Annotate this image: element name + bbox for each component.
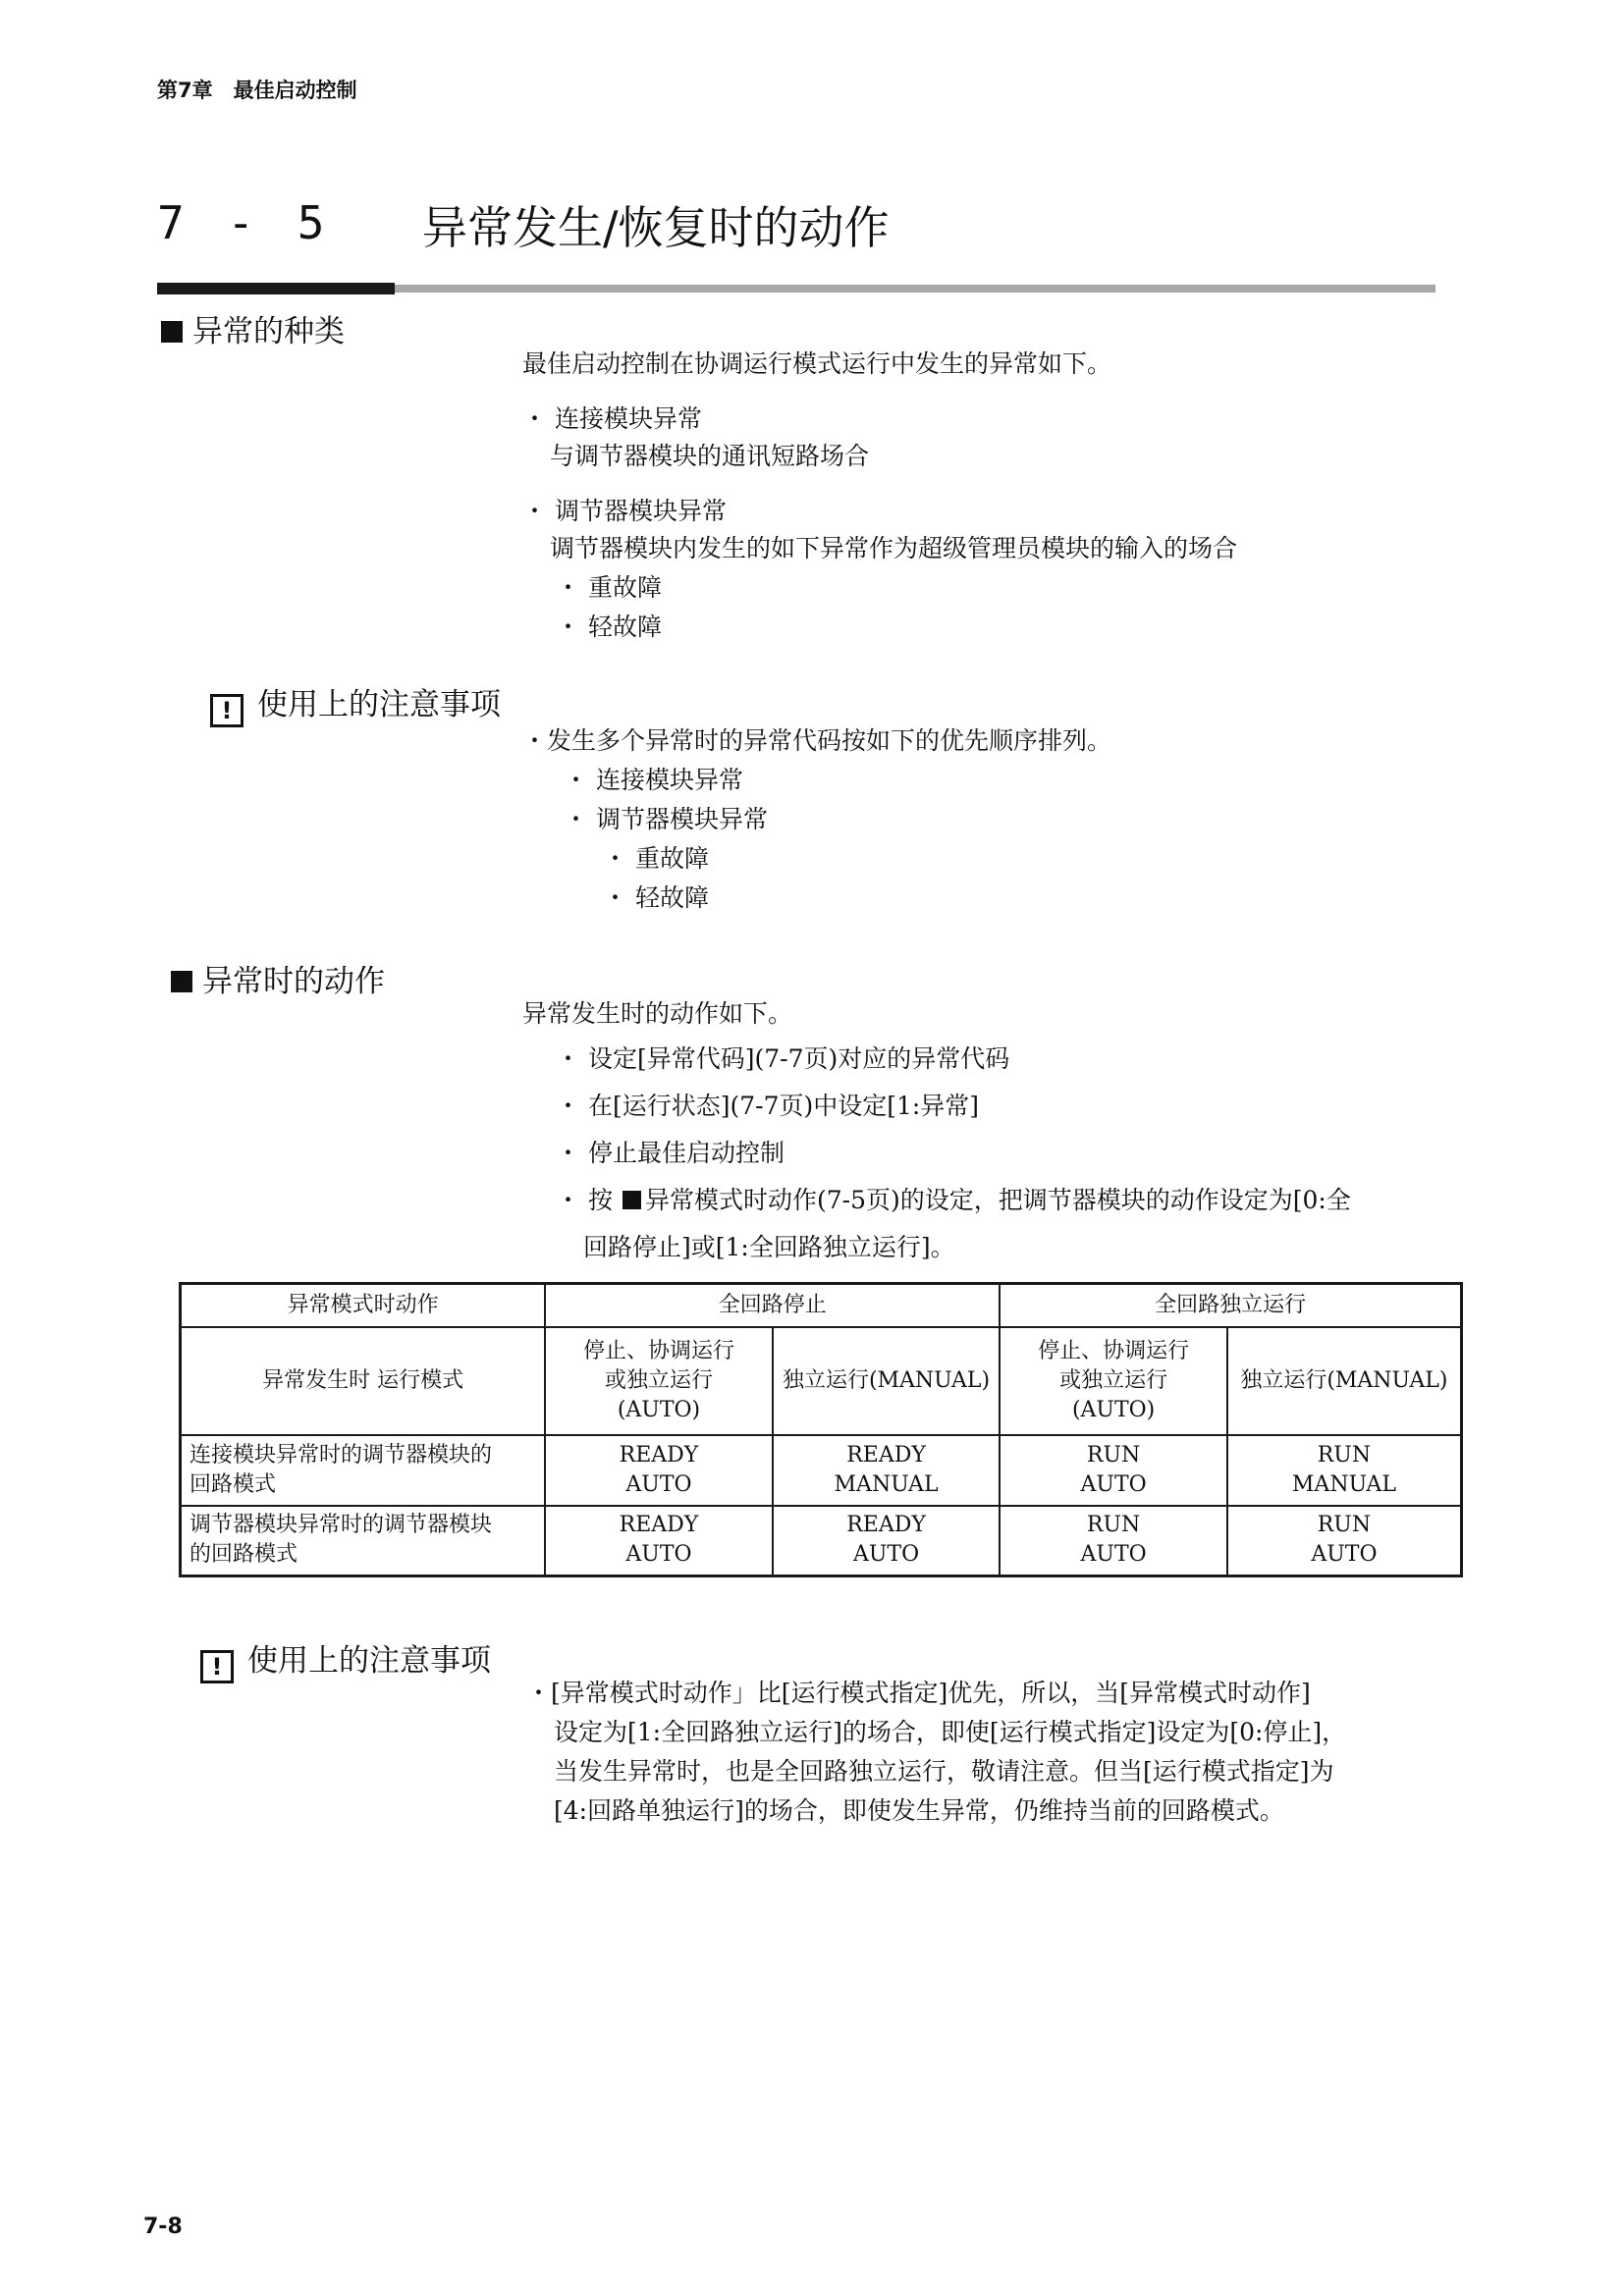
table-cell: READY AUTO bbox=[773, 1506, 1001, 1576]
error-mode-table bbox=[179, 1282, 1463, 1577]
table-header-cell: 停止、协调运行 或独立运行 (AUTO) bbox=[1000, 1327, 1226, 1435]
sub-list-item: ・ 轻故障 bbox=[556, 613, 662, 641]
note-line: ・[异常模式时动作」比[运行模式指定]优先，所以，当[异常模式时动作] bbox=[526, 1679, 1311, 1707]
square-bullet-icon bbox=[161, 321, 183, 343]
caution-icon: ! bbox=[210, 694, 244, 727]
table-header-cell: 全回路停止 bbox=[545, 1284, 1000, 1327]
list-item-title: 调节器模块异常 bbox=[554, 497, 727, 525]
note-line: 当发生异常时，也是全回路独立运行，敬请注意。但当[运行模式指定]为 bbox=[554, 1757, 1334, 1786]
list-item: ・ 调节器模块异常 bbox=[522, 497, 727, 525]
note-list-item-text: 调节器模块异常 bbox=[595, 805, 768, 833]
table-cell: RUN MANUAL bbox=[1227, 1435, 1462, 1506]
table-header-cell: 异常发生时 运行模式 bbox=[181, 1327, 546, 1435]
title-rule-grey bbox=[395, 285, 1435, 293]
note-list-item: ・ 连接模块异常 bbox=[564, 766, 743, 794]
note-list-item: ・ 调节器模块异常 bbox=[564, 805, 768, 833]
title-rule-dark bbox=[157, 283, 395, 294]
chapter-header: 第7章 最佳启动控制 bbox=[157, 79, 357, 102]
page-number: 7-8 bbox=[143, 2215, 183, 2239]
note-line-text: 发生多个异常时的异常代码按如下的优先顺序排列。 bbox=[547, 726, 1112, 755]
table-header-cell: 异常模式时动作 bbox=[181, 1284, 546, 1327]
action-item: ・ 设定[异常代码](7-7页)对应的异常代码 bbox=[556, 1044, 1010, 1073]
note-line: ・发生多个异常时的异常代码按如下的优先顺序排列。 bbox=[522, 726, 1112, 755]
list-item-desc: 与调节器模块的通讯短路场合 bbox=[550, 442, 870, 470]
square-bullet-icon bbox=[623, 1191, 641, 1209]
table-cell: RUN AUTO bbox=[1000, 1506, 1226, 1576]
table-header-cell: 独立运行(MANUAL) bbox=[1227, 1327, 1462, 1435]
action-item-text: 在[运行状态](7-7页)中设定[1:异常] bbox=[587, 1092, 980, 1120]
action-prefix: 按 bbox=[587, 1186, 613, 1214]
heading-text: 异常的种类 bbox=[192, 314, 345, 349]
action-item: ・ 停止最佳启动控制 bbox=[556, 1139, 785, 1167]
table-cell: READY MANUAL bbox=[773, 1435, 1001, 1506]
action-item-text: 设定[异常代码](7-7页)对应的异常代码 bbox=[587, 1044, 1010, 1073]
note-list-item-text: 连接模块异常 bbox=[595, 766, 743, 794]
table-row bbox=[181, 1435, 1462, 1506]
note-heading-text: 使用上的注意事项 bbox=[247, 1643, 491, 1679]
note-sub-item-text: 重故障 bbox=[634, 844, 709, 873]
table-cell: READY AUTO bbox=[545, 1506, 772, 1576]
sub-list-item: ・ 重故障 bbox=[556, 573, 662, 602]
table-cell: READY AUTO bbox=[545, 1435, 772, 1506]
table-row-label: 调节器模块异常时的调节器模块 的回路模式 bbox=[181, 1506, 546, 1576]
action-item-text: 异常模式时动作(7-5页)的设定，把调节器模块的动作设定为[0:全 bbox=[644, 1186, 1351, 1214]
list-item-desc: 调节器模块内发生的如下异常作为超级管理员模块的输入的场合 bbox=[550, 534, 1238, 562]
note-sub-item: ・ 轻故障 bbox=[603, 883, 709, 912]
list-item-title: 连接模块异常 bbox=[554, 404, 702, 433]
heading-error-actions bbox=[171, 956, 385, 1000]
sub-list-item-text: 重故障 bbox=[587, 573, 662, 602]
table-row-label: 连接模块异常时的调节器模块的 回路模式 bbox=[181, 1435, 546, 1506]
table-header-cell: 停止、协调运行 或独立运行 (AUTO) bbox=[545, 1327, 772, 1435]
table-cell: RUN AUTO bbox=[1227, 1506, 1462, 1576]
action-item: ・ 按 异常模式时动作(7-5页)的设定，把调节器模块的动作设定为[0:全 bbox=[556, 1186, 1351, 1214]
types-intro: 最佳启动控制在协调运行模式运行中发生的异常如下。 bbox=[522, 349, 1112, 378]
heading-text: 异常时的动作 bbox=[202, 964, 385, 999]
note-sub-item: ・ 重故障 bbox=[603, 844, 709, 873]
note-heading-text: 使用上的注意事项 bbox=[257, 687, 501, 722]
note-sub-item-text: 轻故障 bbox=[634, 883, 709, 912]
section-number: 7 - 5 bbox=[157, 196, 333, 249]
table-header-cell: 全回路独立运行 bbox=[1000, 1284, 1461, 1327]
table-row bbox=[181, 1506, 1462, 1576]
table-cell: RUN AUTO bbox=[1000, 1435, 1226, 1506]
caution-icon: ! bbox=[200, 1650, 234, 1683]
section-title: 异常发生/恢复时的动作 bbox=[422, 201, 890, 254]
note-line: [4:回路单独运行]的场合，即使发生异常，仍维持当前的回路模式。 bbox=[554, 1796, 1284, 1825]
note-line-text: [异常模式时动作」比[运行模式指定]优先，所以，当[异常模式时动作] bbox=[551, 1679, 1311, 1707]
action-item-text: 停止最佳启动控制 bbox=[587, 1139, 785, 1167]
note-line: 设定为[1:全回路独立运行]的场合，即使[运行模式指定]设定为[0:停止]， bbox=[554, 1718, 1347, 1746]
actions-intro: 异常发生时的动作如下。 bbox=[522, 999, 793, 1028]
action-item: ・ 在[运行状态](7-7页)中设定[1:异常] bbox=[556, 1092, 980, 1120]
table-header-row bbox=[181, 1284, 1462, 1327]
action-item-continuation: 回路停止]或[1:全回路独立运行]。 bbox=[583, 1233, 955, 1261]
table-header-cell: 独立运行(MANUAL) bbox=[773, 1327, 1001, 1435]
table-subheader-row bbox=[181, 1327, 1462, 1435]
list-item: ・ 连接模块异常 bbox=[522, 404, 702, 433]
note-heading bbox=[200, 1635, 491, 1683]
sub-list-item-text: 轻故障 bbox=[587, 613, 662, 641]
square-bullet-icon bbox=[171, 971, 192, 992]
heading-error-types bbox=[161, 306, 345, 350]
note-heading bbox=[210, 679, 501, 727]
